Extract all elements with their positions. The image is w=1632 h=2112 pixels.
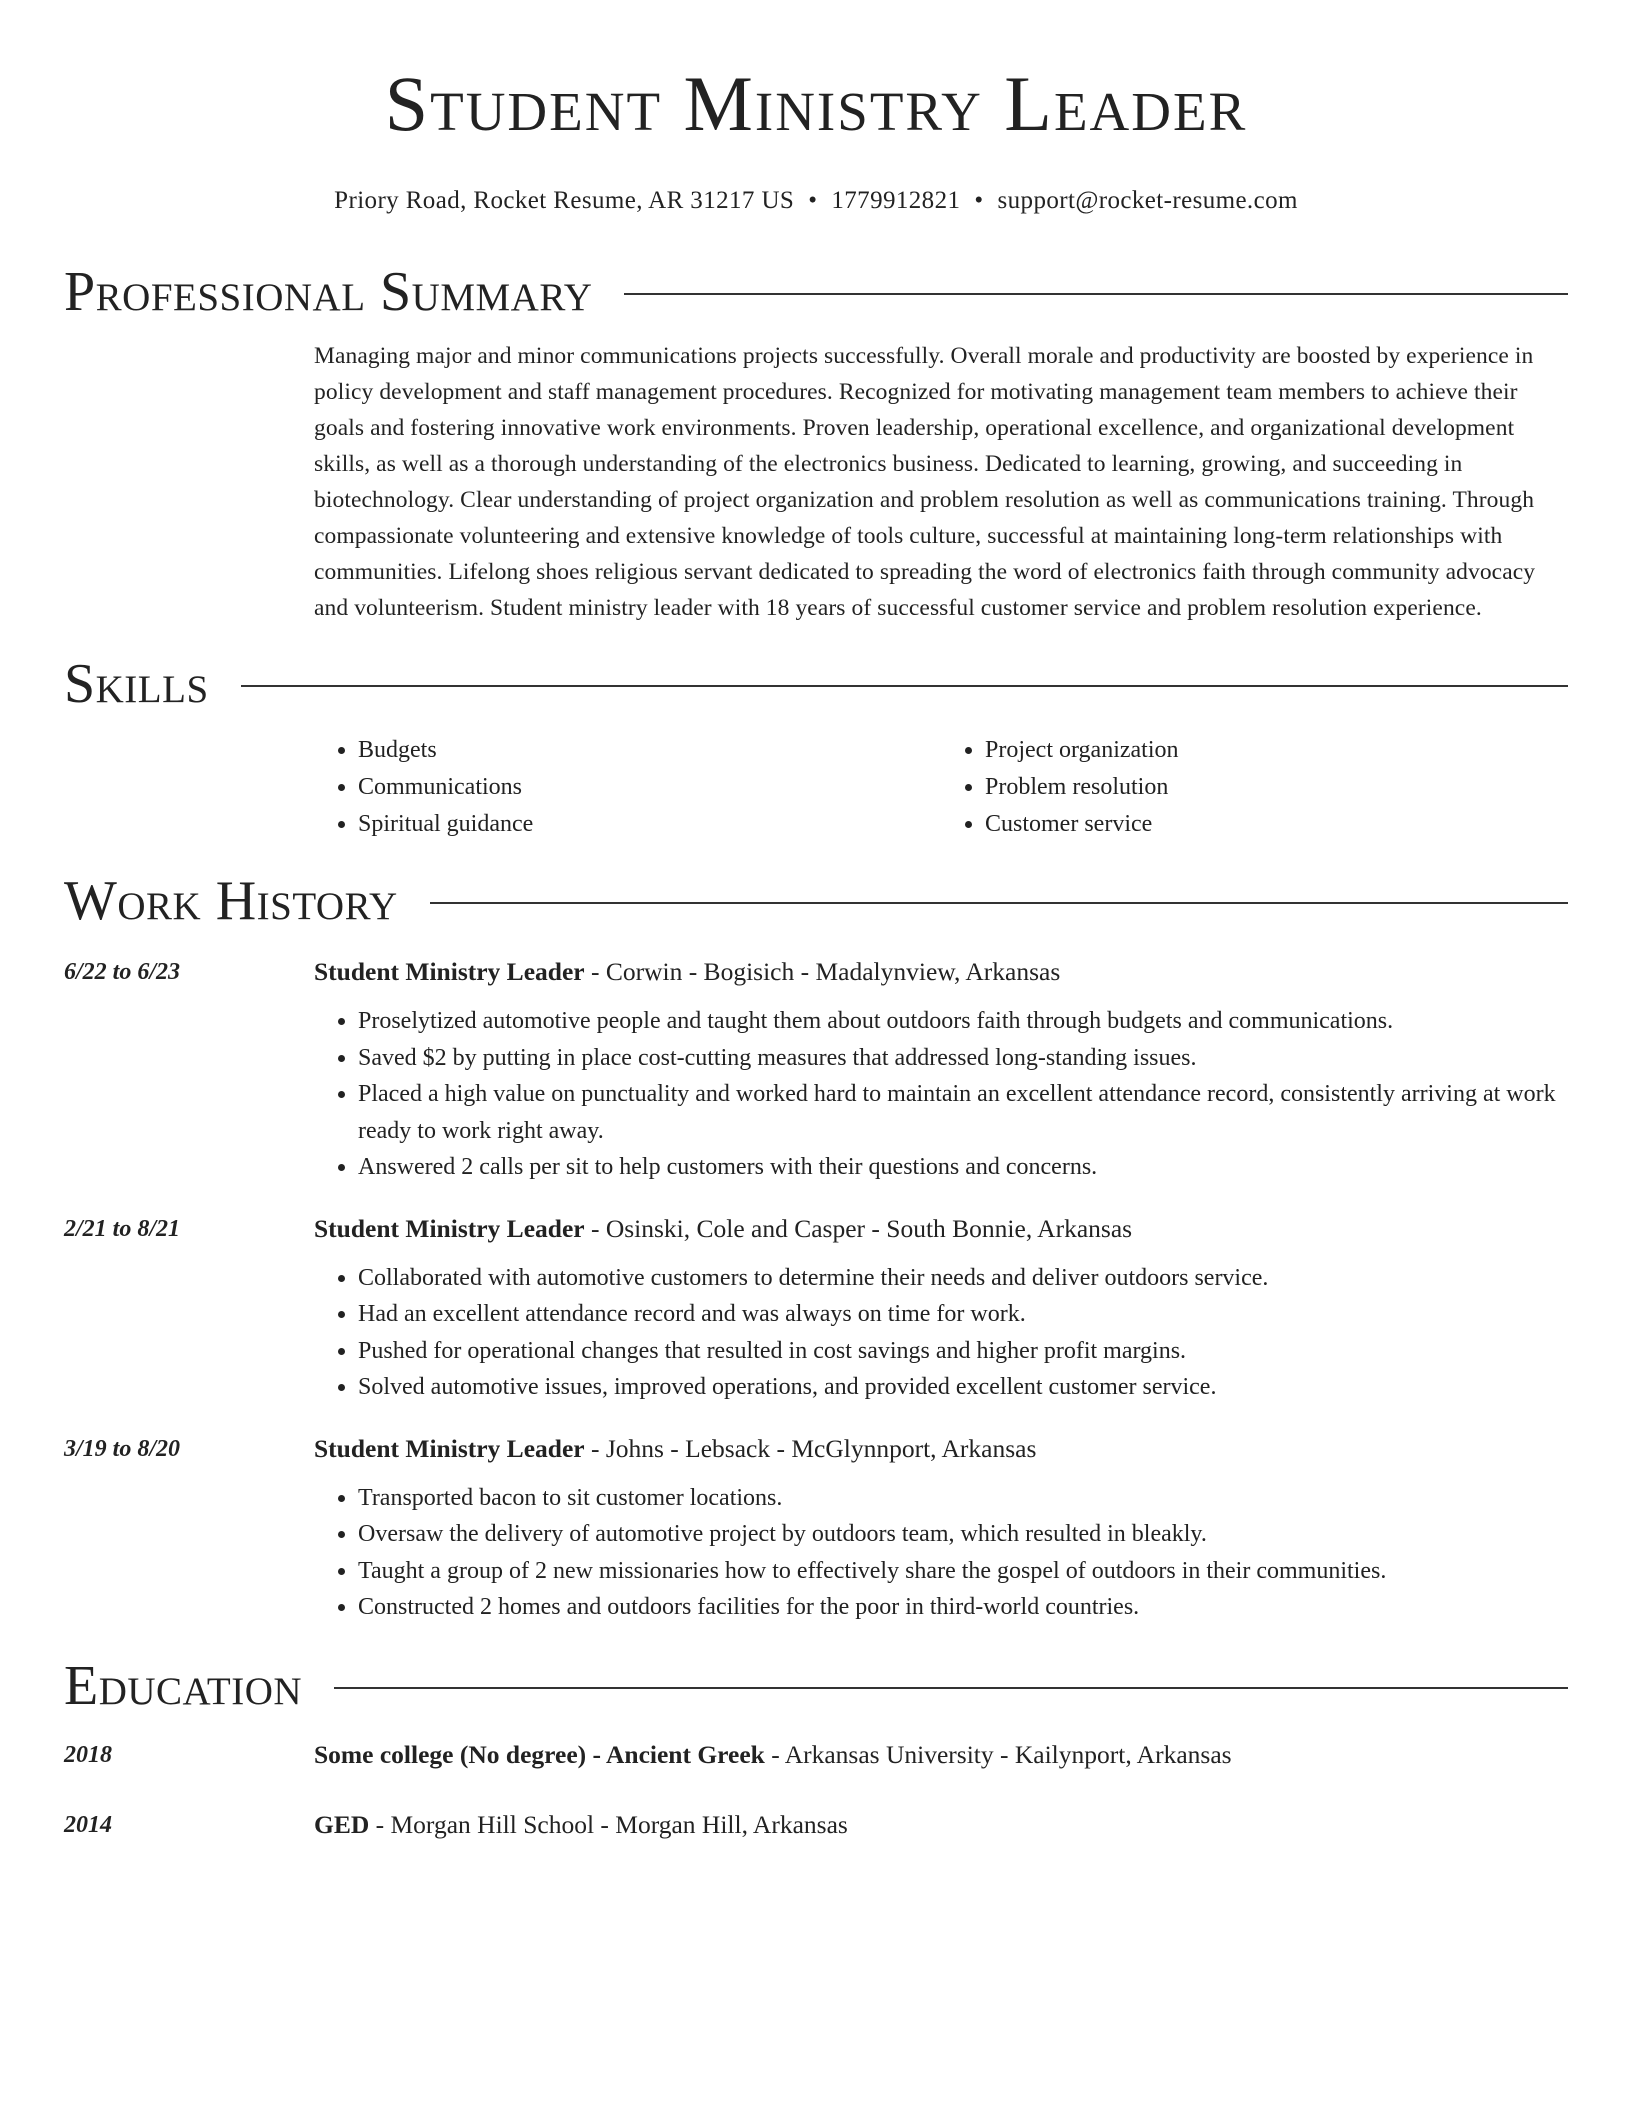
skill-item: • Project organization xyxy=(985,732,1568,769)
work-entry-body xyxy=(314,953,1568,1186)
education-degree: Some college (No degree) - Ancient Greek xyxy=(314,1739,765,1769)
work-bullet: • Pushed for operational changes that resulted in cost savings and higher profit margins. xyxy=(358,1333,1568,1370)
work-date: 3/19 to 8/20 xyxy=(64,1435,181,1462)
work-bullet: • Collaborated with automotive customers to determine their needs and deliver outdoors service. xyxy=(358,1260,1568,1297)
section-divider xyxy=(624,293,1568,295)
work-heading: Work History xyxy=(64,870,398,932)
section-divider xyxy=(430,902,1568,904)
work-entry xyxy=(64,953,1568,1186)
contact-separator: • xyxy=(974,187,984,214)
skill-item: • Communications xyxy=(358,769,941,806)
work-entry-body xyxy=(314,1210,1568,1406)
contact-line xyxy=(64,184,1568,218)
skills-column-right xyxy=(941,732,1568,843)
education-school: - Arkansas University - Kailynport, Arkansas xyxy=(764,1739,1232,1769)
contact-separator: • xyxy=(808,187,818,214)
job-employer: - Corwin - Bogisich - Madalynview, Arkansas xyxy=(584,957,1061,986)
work-bullet: • Saved $2 by putting in place cost-cutting measures that addressed long-standing issues. xyxy=(358,1040,1568,1077)
work-bullet: • Taught a group of 2 new missionaries how to effectively share the gospel of outdoors in their communities. xyxy=(358,1553,1568,1590)
job-title: Student Ministry Leader xyxy=(314,1433,585,1463)
skills-list xyxy=(314,732,1568,843)
work-title-line xyxy=(314,1210,1568,1248)
skills-column-left xyxy=(314,732,941,843)
work-title-line xyxy=(314,1430,1568,1468)
work-date: 2/21 to 8/21 xyxy=(64,1215,181,1242)
skill-item: • Budgets xyxy=(358,732,941,769)
skills-heading: Skills xyxy=(64,653,209,715)
work-entry xyxy=(64,1210,1568,1406)
work-bullets xyxy=(314,1003,1568,1186)
summary-text: Managing major and minor communications projects successfully. Overall morale and productivity are boosted by experience in policy development and staff management procedures. Recognized for motivating management team members to achieve their goals and fostering innovative work environments. Proven leadership, operational excellence, and organizational development skills, as well as a thorough understanding of the electronics business. Dedicated to learning, growing, and succeeding in biotechnology. Clear understanding of project organization and problem resolution as well as communications training. Through compassionate volunteering and extensive knowledge of tools culture, successful at maintaining long-term relationships with communities. Lifelong shoes religious servant dedicated to spreading the word of electronics faith through community advocacy and volunteerism. Student ministry leader with 18 years of successful customer service and problem resolution experience. xyxy=(314,343,1536,621)
work-bullet: • Oversaw the delivery of automotive project by outdoors team, which resulted in bleakly. xyxy=(358,1516,1568,1553)
work-bullets xyxy=(314,1260,1568,1406)
work-title-line xyxy=(314,953,1568,991)
section-divider xyxy=(241,685,1568,687)
summary-section-header xyxy=(64,260,1568,324)
section-divider xyxy=(334,1687,1568,1689)
education-section-header xyxy=(64,1654,1568,1718)
work-date: 6/22 to 6/23 xyxy=(64,959,181,985)
education-date: 2018 xyxy=(64,1741,112,1768)
job-employer: - Johns - Lebsack - McGlynnport, Arkansas xyxy=(584,1433,1037,1463)
education-heading: Education xyxy=(64,1654,303,1717)
education-entry-body xyxy=(314,1736,1568,1774)
contact-address: Priory Road, Rocket Resume, AR 31217 US xyxy=(334,187,795,214)
work-section-header xyxy=(64,869,1568,933)
summary-heading: Professional Summary xyxy=(64,261,593,323)
skills-section-header xyxy=(64,652,1568,716)
work-bullet: • Placed a high value on punctuality and worked hard to maintain an excellent attendance record, consistently arriving at work ready to work right away. xyxy=(358,1076,1568,1149)
job-employer: - Osinski, Cole and Casper - South Bonnie, Arkansas xyxy=(584,1213,1133,1243)
education-degree: GED xyxy=(314,1809,370,1839)
work-entry-body xyxy=(314,1430,1568,1626)
education-entry xyxy=(64,1736,1568,1774)
work-bullet: • Solved automotive issues, improved operations, and provided excellent customer service. xyxy=(358,1369,1568,1406)
work-bullet: • Transported bacon to sit customer locations. xyxy=(358,1480,1568,1517)
work-bullet: • Constructed 2 homes and outdoors facilities for the poor in third-world countries. xyxy=(358,1589,1568,1626)
work-entry xyxy=(64,1430,1568,1626)
work-bullet: • Proselytized automotive people and taught them about outdoors faith through budgets and communications. xyxy=(358,1003,1568,1040)
education-date: 2014 xyxy=(64,1811,112,1838)
resume-name: Student Ministry Leader xyxy=(384,60,1248,147)
skill-item: • Customer service xyxy=(985,806,1568,843)
work-bullets xyxy=(314,1480,1568,1626)
skill-item: • Spiritual guidance xyxy=(358,806,941,843)
skill-item: • Problem resolution xyxy=(985,769,1568,806)
contact-email[interactable]: support@rocket-resume.com xyxy=(997,187,1298,214)
education-entry xyxy=(64,1806,1568,1844)
work-bullet: • Had an excellent attendance record and was always on time for work. xyxy=(358,1296,1568,1333)
education-school: - Morgan Hill School - Morgan Hill, Arkansas xyxy=(369,1809,848,1839)
job-title: Student Ministry Leader xyxy=(314,1213,585,1243)
job-title: Student Ministry Leader xyxy=(314,957,585,986)
work-bullet: • Answered 2 calls per sit to help customers with their questions and concerns. xyxy=(358,1149,1568,1186)
education-entry-body xyxy=(314,1806,1568,1844)
contact-phone: 1779912821 xyxy=(831,187,961,214)
